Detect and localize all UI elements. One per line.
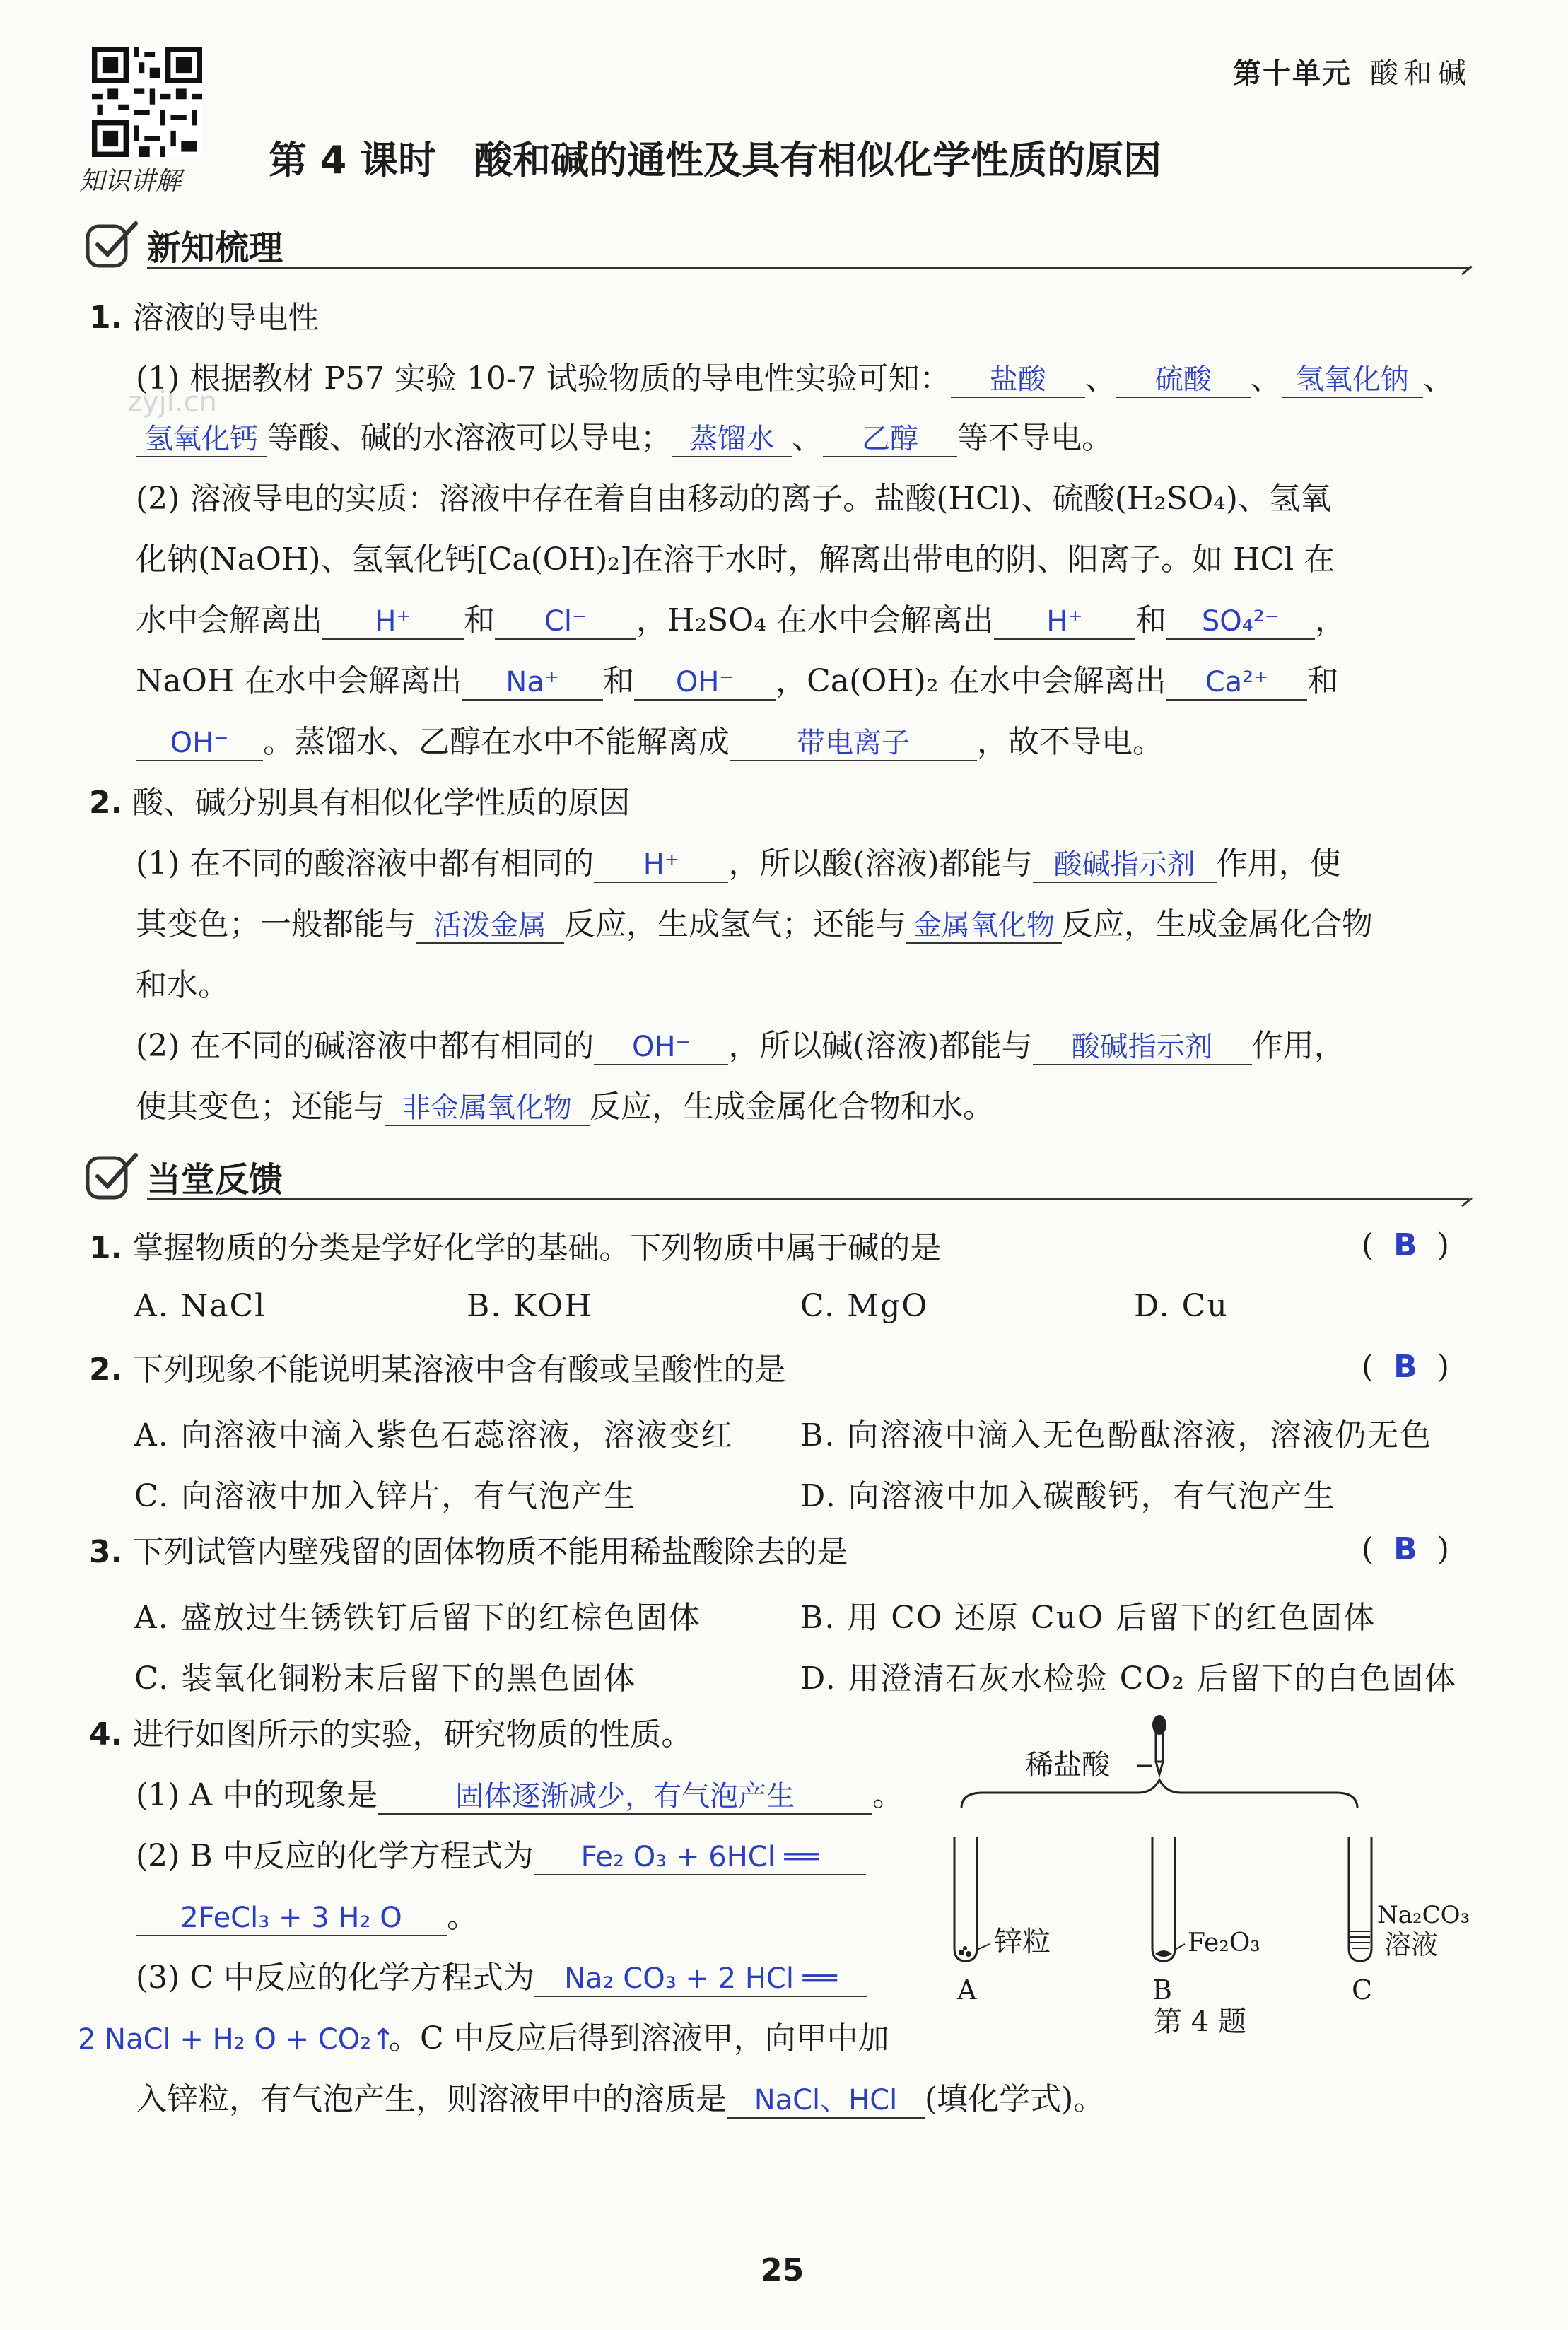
test-tube-b	[1152, 1837, 1175, 1961]
s2-q4-p1: (1) A 中的现象是 固体逐渐减少，有气泡产生 。	[136, 1777, 904, 1813]
reagent-label: 稀盐酸	[1025, 1749, 1110, 1781]
answer-blank: 氢氧化钙	[136, 422, 267, 457]
answer-blank: 蒸馏水	[672, 422, 792, 457]
s1-q1-p2-line4: NaOH 在水中会解离出 Na⁺ 和 OH⁻ ，Ca(OH)₂ 在水中会解离出 Ca²⁺ 和	[136, 663, 1339, 699]
s2-q3-option-d: D. 用澄清石灰水检验 CO₂ 后留下的白色固体	[800, 1661, 1458, 1697]
dropper-icon	[1152, 1715, 1166, 1774]
s1-q1-p2-line5: OH⁻ 。蒸馏水、乙醇在水中不能解离成 带电离子 ，故不导电。	[136, 721, 1164, 763]
answer-blank: H⁺	[994, 604, 1135, 640]
s1-q2-p1-line2: 其变色；一般都能与 活泼金属 反应，生成氢气；还能与 金属氧化物 反应，生成金属化合物	[136, 906, 1373, 942]
s2-q1-option-b: B. KOH	[467, 1288, 593, 1324]
answer-blank: Cl⁻	[495, 604, 636, 640]
answer-blank: 乙醇	[823, 422, 957, 457]
answer-blank: 盐酸	[951, 363, 1085, 398]
answer-blank: NaCl、HCl	[727, 2083, 925, 2119]
answer-blank: H⁺	[594, 848, 728, 883]
answer-blank: 2FeCl₃ + 3 H₂ O	[136, 1901, 447, 1936]
s2-q1-option-a: A. NaCl	[134, 1288, 267, 1324]
answer-blank: 酸碱指示剂	[1033, 1030, 1252, 1065]
s2-q2-answer: ( B )	[1362, 1349, 1449, 1385]
brace	[961, 1780, 1357, 1808]
section-title: 当堂反馈	[147, 1160, 283, 1200]
s2-q2-option-d: D. 向溶液中加入碳酸钙，有气泡产生	[800, 1478, 1336, 1514]
section-title: 新知梳理	[147, 228, 283, 268]
tube-b-letter: B	[1152, 1974, 1172, 2006]
s2-q3-option-a: A. 盛放过生锈铁钉后留下的红棕色固体	[134, 1600, 701, 1636]
test-tube-a	[954, 1837, 977, 1961]
answer-blank: Fe₂ O₃ + 6HCl ══	[534, 1840, 866, 1875]
experiment-figure	[940, 1709, 1506, 2020]
pointer-b	[1175, 1944, 1185, 1950]
s2-q4-p2-cont: 2FeCl₃ + 3 H₂ O 。	[136, 1896, 478, 1938]
s1-q2-p1-line3: 和水。	[136, 967, 229, 1003]
answer-blank: OH⁻	[634, 665, 776, 701]
s1-q2-p1-line1: (1) 在不同的酸溶液中都有相同的 H⁺ ，所以酸(溶液)都能与 酸碱指示剂 作用，使	[136, 845, 1341, 882]
answer-blank: OH⁻	[136, 726, 263, 761]
answer-blank: Ca²⁺	[1166, 665, 1307, 701]
tube-c-label: Na₂CO₃	[1377, 1901, 1470, 1929]
answer-blank: H⁺	[322, 604, 464, 640]
answer-blank: 金属氧化物	[906, 908, 1062, 944]
unit-topic: 酸和碱	[1370, 57, 1472, 90]
s2-q3-option-b: B. 用 CO 还原 CuO 后留下的红色固体	[800, 1600, 1376, 1636]
s1-q1-p1-line1: (1) 根据教材 P57 实验 10-7 试验物质的导电性实验可知： 盐酸 、 硫酸 、 氢氧化钠 、	[136, 361, 1454, 397]
s2-q1-option-c: C. MgO	[800, 1288, 929, 1324]
s1-q1-p2-line3: 水中会解离出 H⁺ 和 Cl⁻ ，H₂SO₄ 在水中会解离出 H⁺ 和 SO₄²⁻ ，	[136, 602, 1346, 638]
answer-blank: 硫酸	[1116, 363, 1251, 398]
tube-c-letter: C	[1352, 1974, 1373, 2006]
answer-blank: 酸碱指示剂	[1033, 848, 1217, 883]
s2-q2-option-c: C. 向溶液中加入锌片，有气泡产生	[134, 1478, 637, 1514]
answer-blank: 带电离子	[730, 726, 977, 761]
s2-q4-p4: 入锌粒，有气泡产生，则溶液甲中的溶质是 NaCl、HCl (填化学式)。	[136, 2081, 1105, 2117]
s2-q4-p3-cont: 2 NaCl + H₂ O + CO₂↑。C 中反应后得到溶液甲，向甲中加	[78, 2020, 889, 2056]
figure-caption: 第 4 题	[1154, 2006, 1246, 2038]
s2-q2-stem: 2. 下列现象不能说明某溶液中含有酸或呈酸性的是	[89, 1352, 786, 1388]
s2-q3-answer: ( B )	[1362, 1531, 1449, 1567]
s2-q4-p3: (3) C 中反应的化学方程式为 Na₂ CO₃ + 2 HCl ══	[136, 1957, 867, 1999]
tube-b-label: Fe₂O₃	[1188, 1928, 1260, 1957]
s2-q2-option-a: A. 向溶液中滴入紫色石蕊溶液，溶液变红	[134, 1417, 734, 1453]
s1-q1-p2-line2: 化钠(NaOH)、氢氧化钙[Ca(OH)₂]在溶于水时，解离出带电的阴、阳离子。如 HCl 在	[136, 541, 1335, 578]
s2-q4-p2: (2) B 中反应的化学方程式为 Fe₂ O₃ + 6HCl ══	[136, 1835, 866, 1878]
watermark: zyjl.cn	[127, 386, 217, 418]
tube-a-label: 锌粒	[994, 1926, 1051, 1958]
s1-q2-p2-line2: 使其变色；还能与 非金属氧化物 反应，生成金属化合物和水。	[136, 1089, 994, 1125]
answer-blank: 活泼金属	[416, 908, 564, 944]
s2-q1-option-d: D. Cu	[1134, 1288, 1229, 1324]
page-number: 25	[761, 2252, 805, 2288]
s2-q1-stem: 1. 掌握物质的分类是学好化学的基础。下列物质中属于碱的是	[89, 1230, 942, 1266]
answer-blank: Na⁺	[462, 665, 603, 701]
s1-q2-stem: 2. 酸、碱分别具有相似化学性质的原因	[89, 785, 631, 821]
answer-blank: OH⁻	[594, 1030, 728, 1065]
s1-q2-p2-line1: (2) 在不同的碱溶液中都有相同的 OH⁻ ，所以碱(溶液)都能与 酸碱指示剂 作用，	[136, 1028, 1345, 1064]
s2-q3-stem: 3. 下列试管内壁残留的固体物质不能用稀盐酸除去的是	[89, 1534, 848, 1570]
test-tube-c	[1349, 1837, 1371, 1961]
answer-blank: SO₄²⁻	[1166, 604, 1315, 640]
answer-blank: 2 NaCl + H₂ O + CO₂↑	[78, 2023, 395, 2056]
answer-blank: Na₂ CO₃ + 2 HCl ══	[534, 1962, 867, 1997]
s1-q1-stem: 1. 溶液的导电性	[89, 300, 320, 336]
s2-q1-answer: ( B )	[1362, 1227, 1449, 1263]
tube-a-letter: A	[957, 1974, 977, 2006]
answer-blank: 非金属氧化物	[385, 1091, 590, 1126]
unit-number: 第十单元	[1233, 57, 1352, 90]
lesson-title: 第 4 课时 酸和碱的通性及具有相似化学性质的原因	[269, 138, 1162, 182]
s1-q1-p1-line2: 氢氧化钙 等酸、碱的水溶液可以导电； 蒸馏水 、 乙醇 等不导电。	[136, 417, 1113, 459]
s2-q3-option-c: C. 装氧化铜粉末后留下的黑色固体	[134, 1661, 637, 1697]
tube-c-label-2: 溶液	[1384, 1929, 1439, 1960]
pointer-a	[977, 1944, 990, 1950]
s2-q4-stem: 4. 进行如图所示的实验，研究物质的性质。	[89, 1716, 693, 1752]
answer-blank: 固体逐渐减少，有气泡产生	[378, 1779, 872, 1815]
s1-q1-p2-line1: (2) 溶液导电的实质：溶液中存在着自由移动的离子。盐酸(HCl)、硫酸(H₂SO₄)、氢氧	[136, 481, 1331, 517]
answer-blank: 氢氧化钠	[1282, 363, 1423, 398]
s2-q2-option-b: B. 向溶液中滴入无色酚酞溶液，溶液仍无色	[800, 1417, 1433, 1453]
qr-label: 知识讲解	[79, 167, 182, 196]
